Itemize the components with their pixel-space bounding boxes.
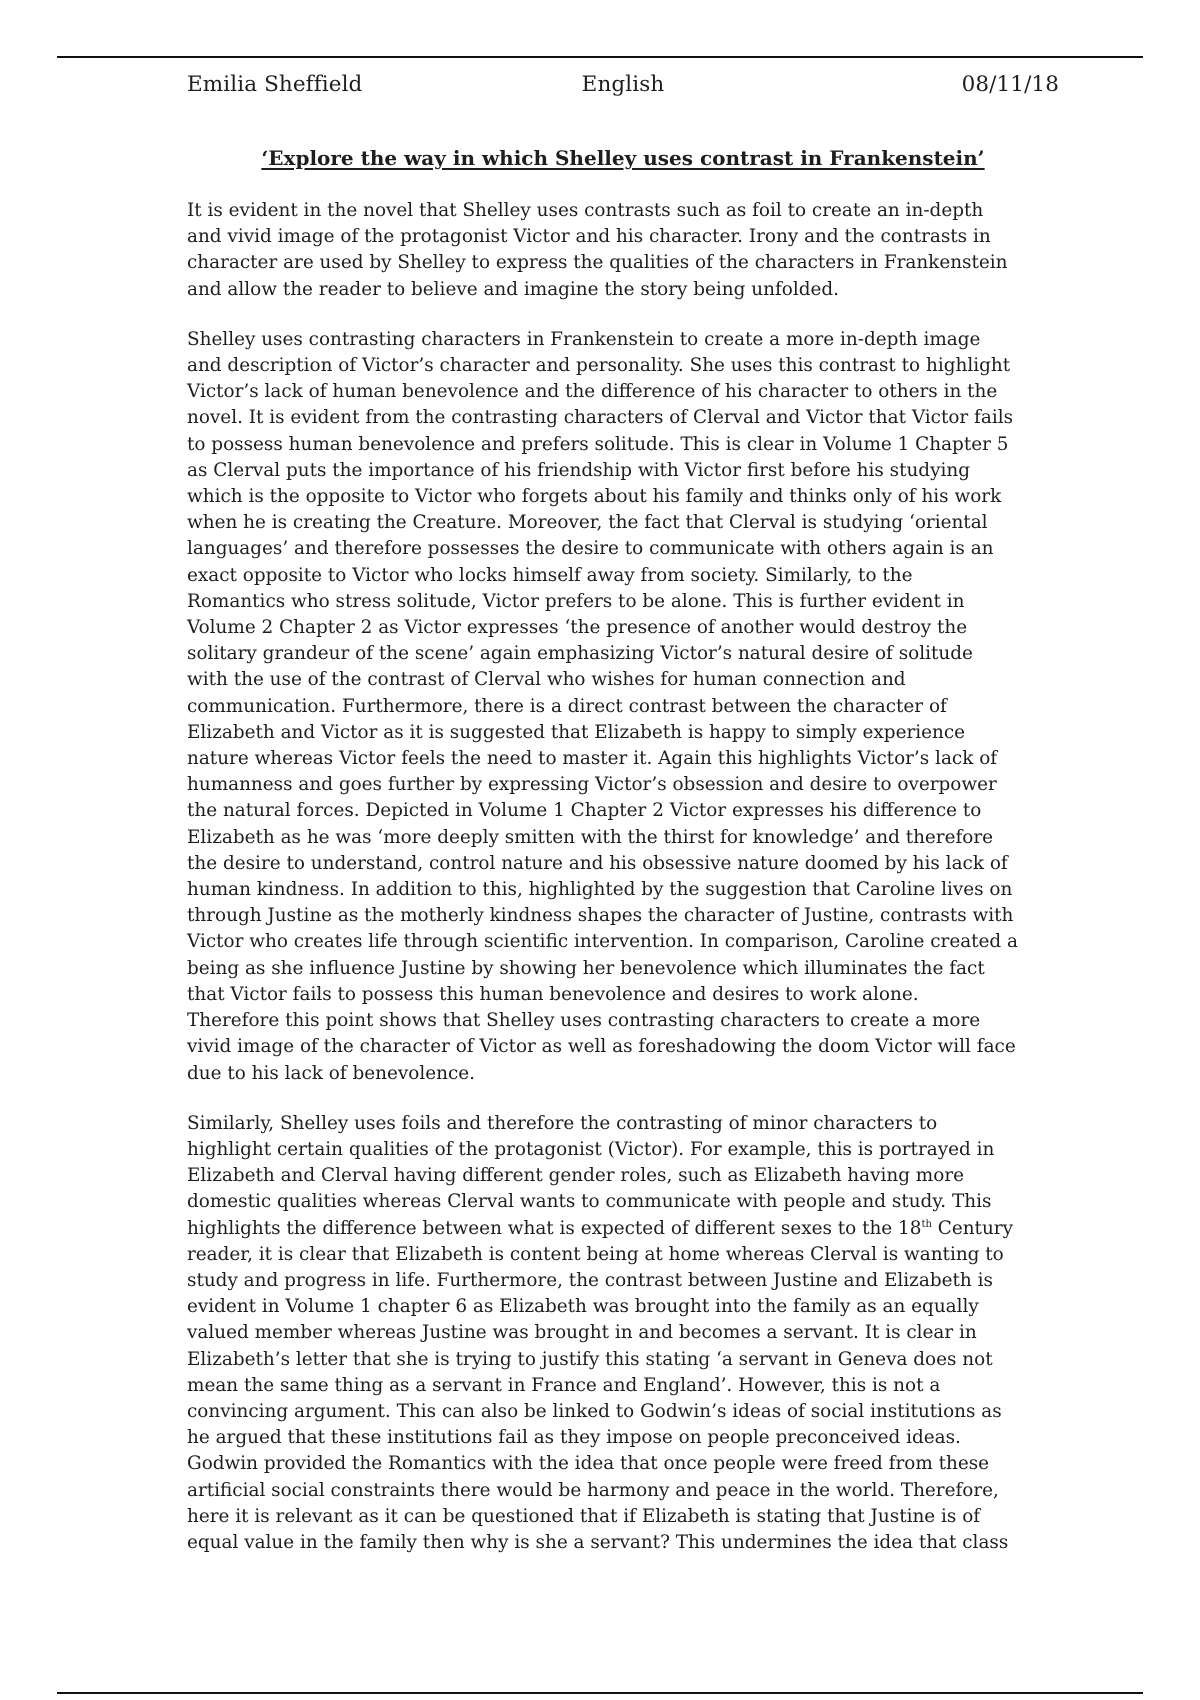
line-text: Godwin provided the Romantics with the idea that once people were freed from these — [187, 1453, 990, 1475]
line-text: highlight certain qualities of the protagonist (Victor). For example, this is portrayed in — [187, 1138, 995, 1160]
text-line — [187, 720, 1027, 746]
text-line — [187, 825, 1027, 851]
line-text: as Clerval puts the importance of his friendship with Victor first before his studying — [187, 459, 970, 481]
line-text: highlights the difference between what is expected of different sexes to the 18 — [187, 1217, 922, 1239]
line-text: and vivid image of the protagonist Victor and his character. Irony and the contrasts in — [187, 226, 991, 248]
line-text: study and progress in life. Furthermore, the contrast between Justine and Elizabeth is — [187, 1269, 993, 1291]
line-text: Victor who creates life through scientific intervention. In comparison, Caroline created a — [187, 931, 1019, 953]
line-text: when he is creating the Creature. Moreover, the fact that Clerval is studying ‘oriental — [187, 512, 988, 534]
text-line — [187, 536, 1027, 562]
text-line — [187, 1399, 1027, 1425]
text-line — [187, 694, 1027, 720]
text-line — [187, 1294, 1027, 1320]
footer-rule — [57, 1692, 1143, 1694]
line-text: due to his lack of benevolence. — [187, 1062, 476, 1084]
text-line — [187, 458, 1027, 484]
text-line — [187, 903, 1027, 929]
text-line — [187, 746, 1027, 772]
text-line — [187, 224, 1027, 250]
text-line — [187, 851, 1027, 877]
line-text: the desire to understand, control nature and his obsessive nature doomed by his lack of — [187, 852, 1008, 874]
line-text: humanness and goes further by expressing Victor’s obsession and desire to overpower — [187, 774, 997, 796]
line-text: here it is relevant as it can be questioned that if Elizabeth is stating that Justine is of — [187, 1505, 981, 1527]
text-line — [187, 1008, 1027, 1034]
line-text: through Justine as the motherly kindness shapes the character of Justine, contrasts with — [187, 905, 1014, 927]
line-text: convincing argument. This can also be linked to Godwin’s ideas of social institutions as — [187, 1400, 1002, 1422]
text-line — [187, 956, 1027, 982]
line-text: Similarly, Shelley uses foils and therefore the contrasting of minor characters to — [187, 1112, 938, 1134]
line-text: Volume 2 Chapter 2 as Victor expresses ‘the presence of another would destroy the — [187, 617, 968, 639]
line-text: Elizabeth and Clerval having different gender roles, such as Elizabeth having more — [187, 1165, 964, 1187]
text-line — [187, 379, 1027, 405]
paragraph-3 — [187, 1111, 1027, 1556]
text-line — [187, 1111, 1027, 1137]
line-text: reader, it is clear that Elizabeth is content being at home whereas Clerval is wanting to — [187, 1243, 1004, 1265]
text-line — [187, 1268, 1027, 1294]
line-text: It is evident in the novel that Shelley uses contrasts such as foil to create an in-depth — [187, 200, 984, 221]
line-text: Elizabeth’s letter that she is trying to justify this stating ‘a servant in Geneva does not — [187, 1348, 993, 1370]
subject-name: English — [581, 72, 665, 97]
text-line — [187, 405, 1027, 431]
line-text: artificial social constraints there would be harmony and peace in the world. Therefore, — [187, 1479, 999, 1501]
text-line — [187, 1530, 1027, 1556]
line-text: mean the same thing as a servant in France and England’. However, this is not a — [187, 1374, 941, 1396]
line-text: novel. It is evident from the contrasting characters of Clerval and Victor that Victor fails — [187, 407, 1014, 429]
text-line — [187, 432, 1027, 458]
line-text: equal value in the family then why is she a servant? This undermines the idea that class — [187, 1531, 1009, 1553]
line-text: exact opposite to Victor who locks himself away from society. Similarly, to the — [187, 564, 913, 586]
line-text: human kindness. In addition to this, highlighted by the suggestion that Caroline lives on — [187, 879, 1013, 901]
line-text: solitary grandeur of the scene’ again emphasizing Victor’s natural desire of solitude — [187, 643, 973, 665]
essay-body — [187, 198, 1027, 1580]
line-text: Victor’s lack of human benevolence and the difference of his character to others in the — [187, 381, 998, 403]
text-line — [187, 1425, 1027, 1451]
text-line — [187, 615, 1027, 641]
header-rule — [57, 56, 1143, 58]
line-text: communication. Furthermore, there is a direct contrast between the character of — [187, 695, 947, 717]
line-text: he argued that these institutions fail as they impose on people preconceived ideas. — [187, 1427, 961, 1449]
line-text: character are used by Shelley to express the qualities of the characters in Frankenstein — [187, 252, 1008, 274]
line-text: the natural forces. Depicted in Volume 1 Chapter 2 Victor expresses his difference to — [187, 800, 982, 822]
text-line — [187, 1451, 1027, 1477]
line-text: and description of Victor’s character and personality. She uses this contrast to highlight — [187, 355, 1011, 377]
text-line — [187, 1034, 1027, 1060]
page-header — [187, 72, 1059, 102]
text-line — [187, 1373, 1027, 1399]
line-text: with the use of the contrast of Clerval who wishes for human connection and — [187, 669, 906, 691]
line-text: vivid image of the character of Victor as well as foreshadowing the doom Victor will face — [187, 1036, 1016, 1058]
line-text: and allow the reader to believe and imagine the story being unfolded. — [187, 278, 839, 300]
line-text: Elizabeth as he was ‘more deeply smitten with the thirst for knowledge’ and therefore — [187, 826, 994, 848]
text-line — [187, 1347, 1027, 1373]
text-line — [187, 589, 1027, 615]
line-text-continued: Century — [931, 1217, 1013, 1239]
line-text: evident in Volume 1 chapter 6 as Elizabeth was brought into the family as an equally — [187, 1296, 979, 1318]
text-line — [187, 1137, 1027, 1163]
text-line — [187, 982, 1027, 1008]
line-text: which is the opposite to Victor who forgets about his family and thinks only of his work — [187, 486, 1002, 508]
line-text: to possess human benevolence and prefers solitude. This is clear in Volume 1 Chapter 5 — [187, 433, 1009, 455]
text-line — [187, 563, 1027, 589]
text-line — [187, 484, 1027, 510]
text-line — [187, 1504, 1027, 1530]
ordinal-suffix: th — [921, 1218, 932, 1230]
line-text: that Victor fails to possess this human benevolence and desires to work alone. — [187, 983, 919, 1005]
line-text: Therefore this point shows that Shelley uses contrasting characters to create a more — [187, 1010, 981, 1032]
line-text: languages’ and therefore possesses the desire to communicate with others again is an — [187, 538, 994, 560]
text-line — [187, 1320, 1027, 1346]
line-text: Shelley uses contrasting characters in Frankenstein to create a more in-depth image — [187, 328, 981, 350]
text-line — [187, 929, 1027, 955]
text-line — [187, 1478, 1027, 1504]
line-text: Elizabeth and Victor as it is suggested that Elizabeth is happy to simply experience — [187, 721, 966, 743]
paragraph-1 — [187, 198, 1027, 303]
text-line — [187, 1061, 1027, 1087]
text-line — [187, 1242, 1027, 1268]
line-text: nature whereas Victor feels the need to master it. Again this highlights Victor’s lack of — [187, 748, 998, 770]
essay-title: ‘Explore the way in which Shelley uses contrast in Frankenstein’ — [261, 146, 985, 170]
text-line — [187, 353, 1027, 379]
text-line — [187, 641, 1027, 667]
text-line — [187, 772, 1027, 798]
line-text: domestic qualities whereas Clerval wants to communicate with people and study. This — [187, 1191, 992, 1213]
text-line — [187, 250, 1027, 276]
document-date: 08/11/18 — [961, 72, 1059, 97]
text-line — [187, 1216, 1027, 1242]
line-text: valued member whereas Justine was brought in and becomes a servant. It is clear in — [187, 1322, 977, 1344]
paragraph-2 — [187, 327, 1027, 1087]
line-text: Romantics who stress solitude, Victor prefers to be alone. This is further evident in — [187, 590, 965, 612]
text-line — [187, 798, 1027, 824]
text-line — [187, 1163, 1027, 1189]
text-line — [187, 198, 1027, 224]
author-name: Emilia Sheffield — [187, 72, 363, 97]
text-line — [187, 327, 1027, 353]
line-text: being as she influence Justine by showing her benevolence which illuminates the fact — [187, 957, 985, 979]
text-line — [187, 510, 1027, 536]
text-line — [187, 877, 1027, 903]
text-line — [187, 667, 1027, 693]
text-line — [187, 1189, 1027, 1215]
text-line — [187, 277, 1027, 303]
